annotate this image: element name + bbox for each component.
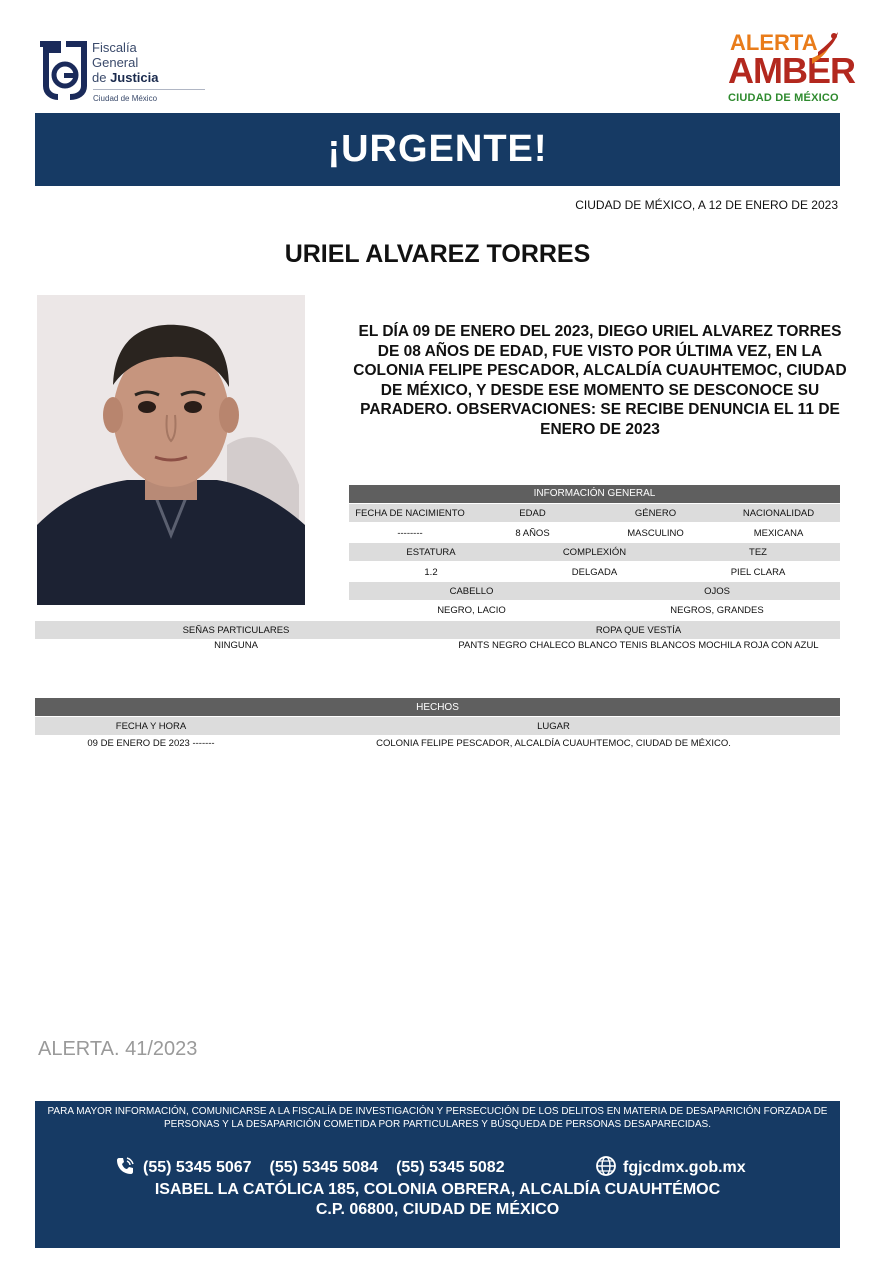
value-marks: NINGUNA xyxy=(214,640,258,651)
alert-number: ALERTA. 41/2023 xyxy=(38,1038,198,1060)
footer-website xyxy=(595,1159,746,1177)
amber-line1: ALERTA xyxy=(730,30,818,55)
label-datetime: FECHA Y HORA xyxy=(115,721,187,732)
footer-address-line2: C.P. 06800, CIUDAD DE MÉXICO xyxy=(315,1201,560,1218)
value-gender: MASCULINO xyxy=(627,528,684,539)
case-description: EL DÍA 09 DE ENERO DEL 2023, DIEGO URIEL ALVAREZ TORRES DE 08 AÑOS DE EDAD, FUE VISTO POR ÚLTIMA VEZ, EN LA COLONIA FELIPE PESCADOR, ALCALDÍA CUAUHTEMOC, CIUDAD DE MÉXICO, Y DESDE ESE MOMENTO SE DESCONOCE SU PARADERO. OBSERVACIONES: SE RECIBE DENUNCIA EL 11 DE ENERO DE 2023 xyxy=(353,323,847,438)
label-age: EDAD xyxy=(519,508,546,519)
value-height: 1.2 xyxy=(424,567,438,578)
value-hair: NEGRO, LACIO xyxy=(437,605,506,616)
missing-person-name: URIEL ALVAREZ TORRES xyxy=(284,240,591,268)
label-clothing: ROPA QUE VESTÍA xyxy=(595,625,682,636)
label-nationality: NACIONALIDAD xyxy=(742,508,815,519)
fgj-line1: Fiscalía xyxy=(92,40,137,55)
website-link[interactable]: fgjcdmx.gob.mx xyxy=(623,1159,746,1177)
label-gender: GÉNERO xyxy=(634,508,677,519)
footer-address-line1: ISABEL LA CATÓLICA 185, COLONIA OBRERA, ALCALDÍA CUAUHTÉMOC xyxy=(154,1181,721,1198)
amber-line2: AMBER xyxy=(728,50,855,91)
fgj-logo-text xyxy=(92,40,159,85)
urgent-banner xyxy=(35,113,840,186)
urgent-title: ¡URGENTE! xyxy=(327,128,548,170)
value-build: DELGADA xyxy=(571,567,618,578)
value-nationality: MEXICANA xyxy=(753,528,804,539)
missing-person-photo xyxy=(37,295,305,605)
value-age: 8 AÑOS xyxy=(515,528,550,539)
fgj-line3: de Justicia xyxy=(92,70,159,85)
facts-title: HECHOS xyxy=(416,702,459,713)
info-title: INFORMACIÓN GENERAL xyxy=(533,488,656,499)
value-skin: PIEL CLARA xyxy=(730,567,786,578)
fgj-divider xyxy=(93,89,205,90)
phone-icon xyxy=(115,1156,135,1176)
label-eyes: OJOS xyxy=(704,586,730,597)
contact-footer xyxy=(35,1101,840,1248)
phone-2[interactable]: (55) 5345 5084 xyxy=(269,1159,379,1176)
value-place: COLONIA FELIPE PESCADOR, ALCALDÍA CUAUHTEMOC, CIUDAD DE MÉXICO. xyxy=(376,738,731,749)
globe-icon xyxy=(595,1155,617,1177)
label-height: ESTATURA xyxy=(406,547,456,558)
label-place: LUGAR xyxy=(537,721,570,732)
value-datetime: 09 DE ENERO DE 2023 ------- xyxy=(87,738,215,749)
issue-date: CIUDAD DE MÉXICO, A 12 DE ENERO DE 2023 xyxy=(575,198,838,212)
amber-line3: CIUDAD DE MÉXICO xyxy=(728,92,839,104)
value-birthdate: -------- xyxy=(397,528,423,539)
fgj-city: Ciudad de México xyxy=(93,94,158,103)
amber-logo xyxy=(724,28,855,110)
fgj-logo xyxy=(36,34,176,108)
label-skin: TEZ xyxy=(749,547,767,558)
portrait-image xyxy=(37,295,305,605)
label-build: COMPLEXIÓN xyxy=(562,547,627,558)
phone-1[interactable]: (55) 5345 5067 xyxy=(143,1159,252,1176)
phone-3[interactable]: (55) 5345 5082 xyxy=(396,1159,505,1176)
value-eyes: NEGROS, GRANDES xyxy=(670,605,764,616)
footer-phones xyxy=(115,1159,523,1177)
footer-info-text: PARA MAYOR INFORMACIÓN, COMUNICARSE A LA FISCALÍA DE INVESTIGACIÓN Y PERSECUCIÓN DE LOS DELITOS EN MATERIA DE DESAPARICIÓN FORZADA DE PERSONAS Y LA DESAPARICIÓN COMETIDA POR PARTICULARES Y BÚSQUEDA DE PERSONAS DESAPARECIDAS. xyxy=(47,1106,828,1130)
label-birthdate: FECHA DE NACIMIENTO xyxy=(355,508,465,519)
label-hair: CABELLO xyxy=(449,586,494,597)
value-clothing: PANTS NEGRO CHALECO BLANCO TENIS BLANCOS MOCHILA ROJA CON AZUL xyxy=(458,640,819,651)
label-marks: SEÑAS PARTICULARES xyxy=(182,625,290,636)
fgj-line2: General xyxy=(92,55,139,70)
amber-logo-icon xyxy=(808,28,842,68)
fgj-logo-icon xyxy=(36,40,90,102)
